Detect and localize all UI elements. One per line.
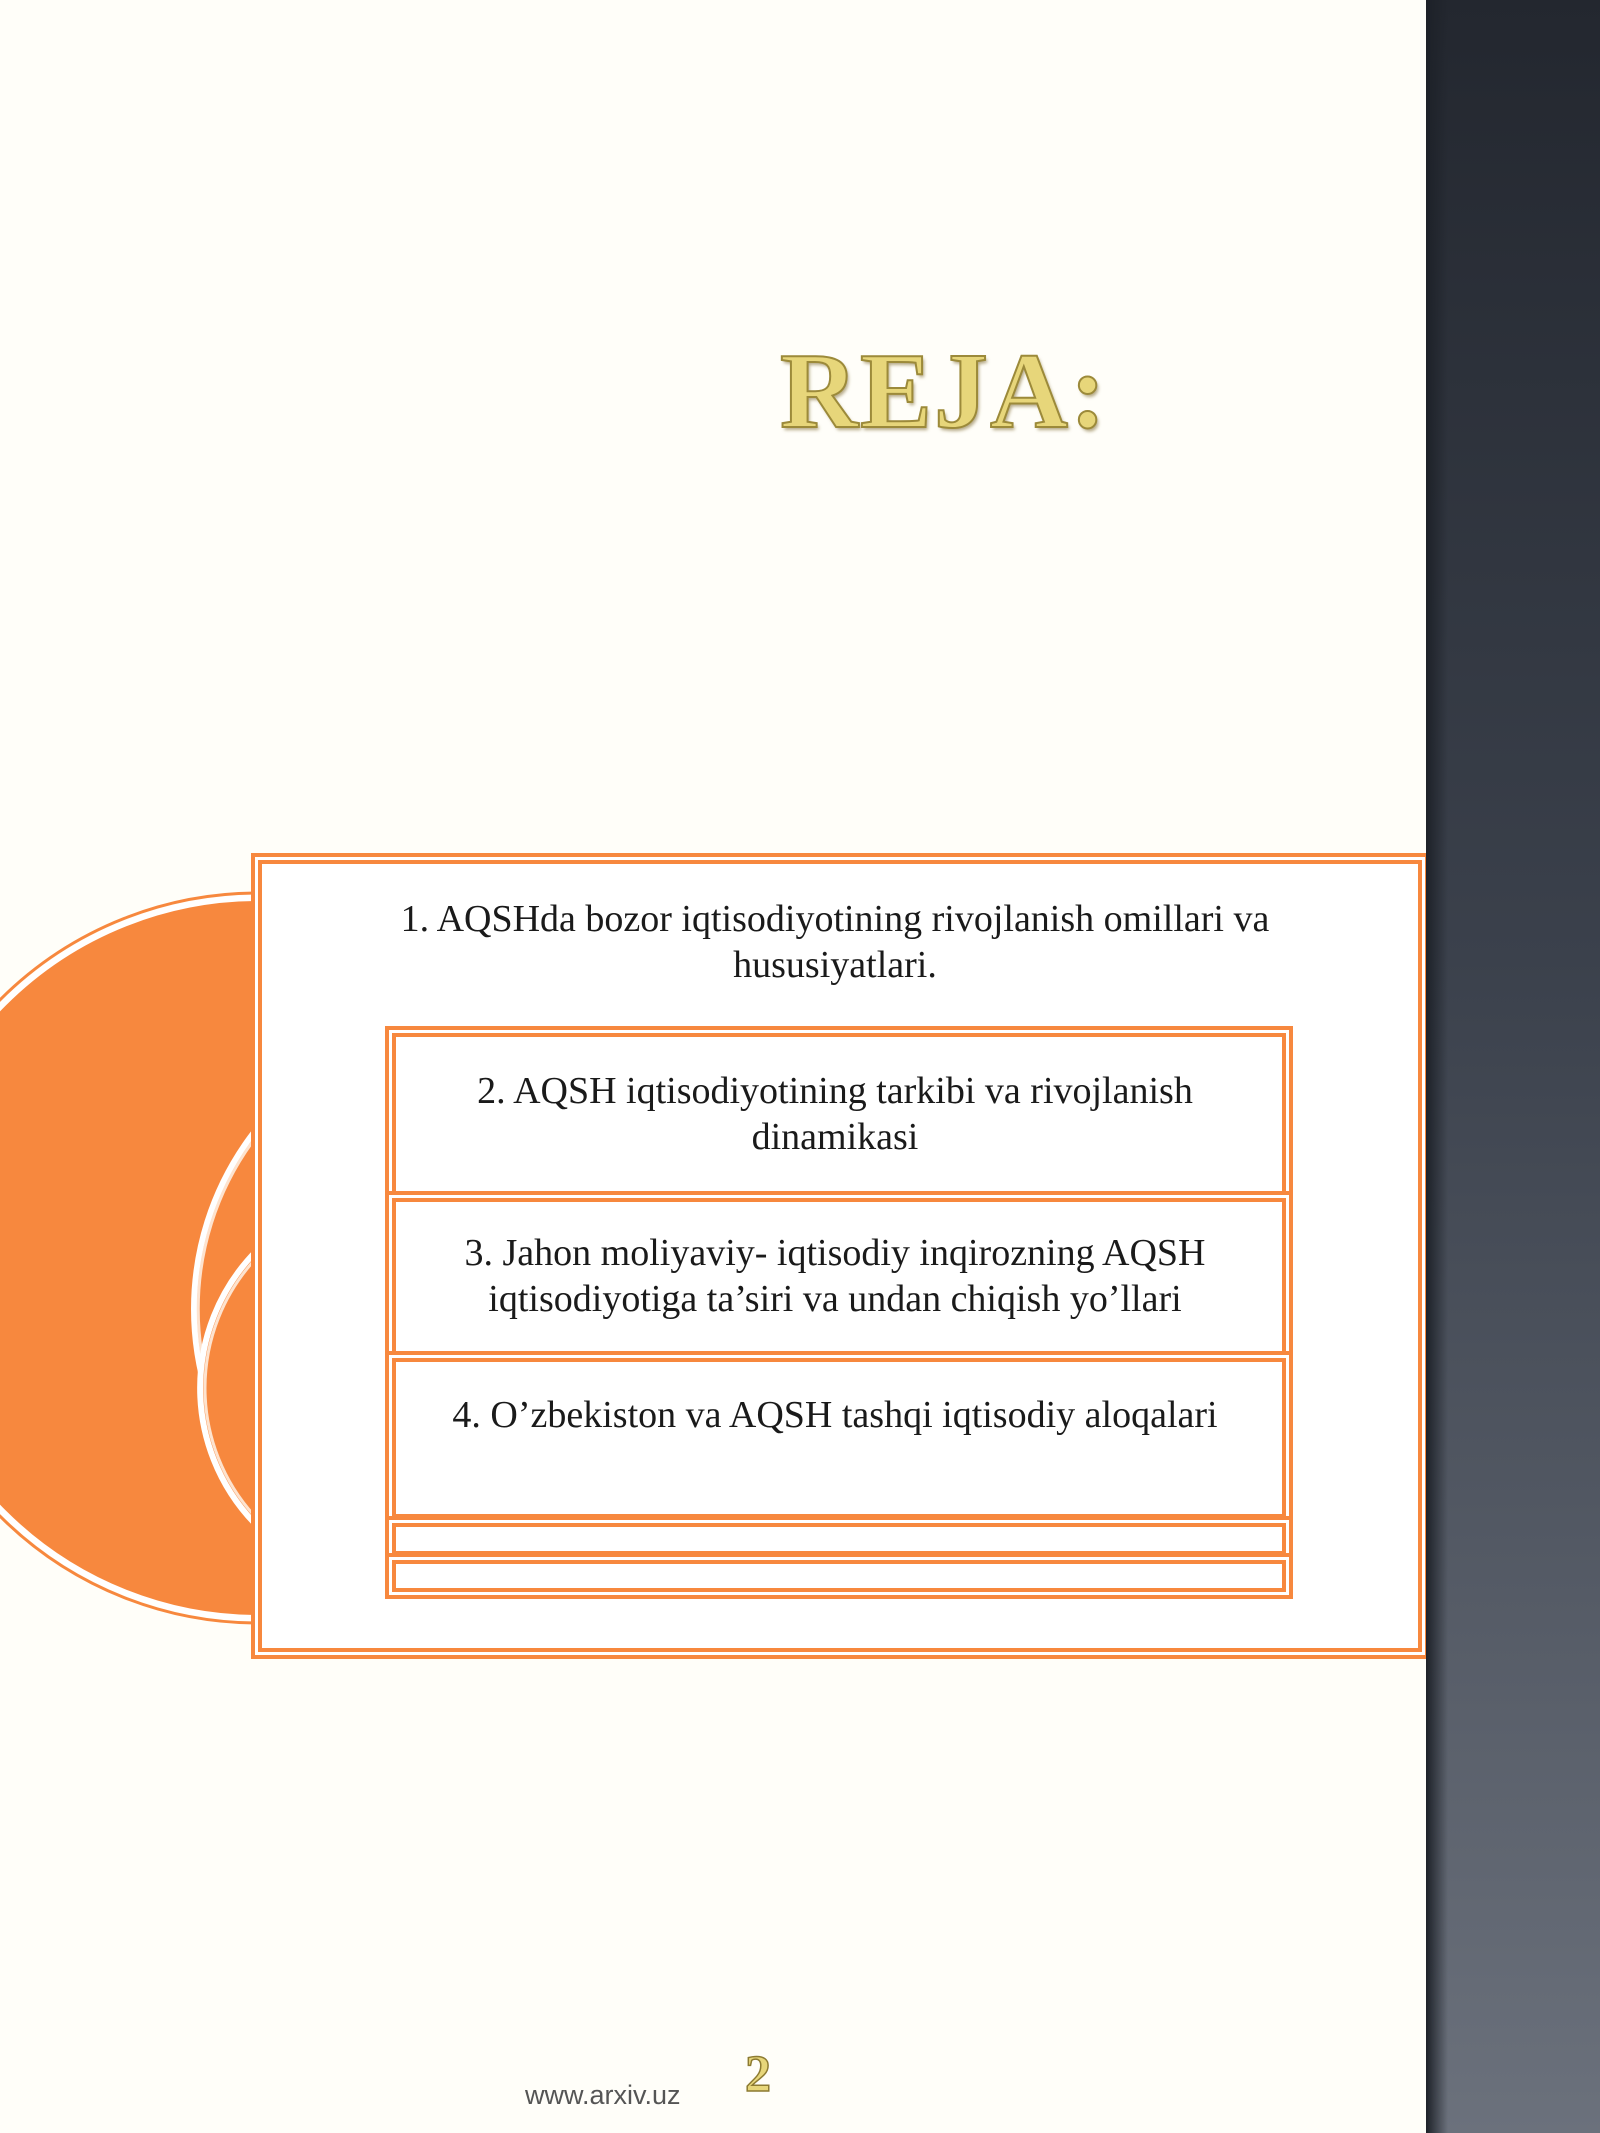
footer-url: www.arxiv.uz xyxy=(525,2080,681,2110)
plan-item-2: 2. AQSH iqtisodiyotining tarkibi va rivojlanish dinamikasi xyxy=(477,1070,1193,1158)
sidebar-gradient xyxy=(1426,0,1600,2133)
plan-item-3: 3. Jahon moliyaviy- iqtisodiy inqirozning AQSH iqtisodiyotiga ta’siri va undan chiqish yo’llari xyxy=(464,1232,1206,1320)
plan-item-4: 4. O’zbekiston va AQSH tashqi iqtisodiy aloqalari xyxy=(452,1394,1218,1436)
plan-box-empty-2 xyxy=(392,1560,1286,1592)
slide-title: REJA: xyxy=(780,332,1108,451)
plan-item-1: 1. AQSHda bozor iqtisodiyotining rivojlanish omillari va hususiyatlari. xyxy=(400,898,1270,986)
page-number: 2 xyxy=(745,2046,771,2103)
plan-box-4 xyxy=(392,1358,1286,1518)
plan-box-empty-1 xyxy=(392,1523,1286,1555)
